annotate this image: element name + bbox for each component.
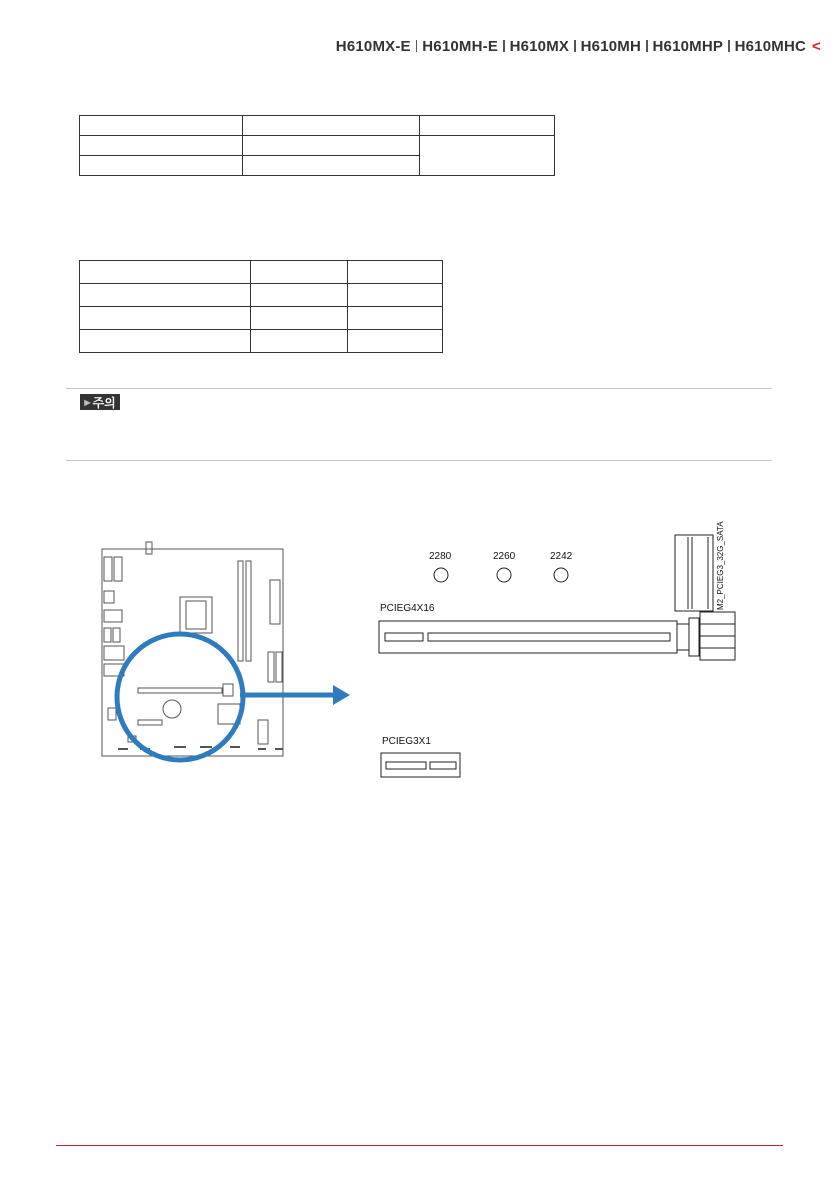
screw-hole-2280 xyxy=(434,568,448,582)
m2-socket xyxy=(675,535,713,611)
pcie-x16-key-short xyxy=(385,633,423,641)
model-name: H610MH xyxy=(580,38,642,55)
model-name: H610MX-E xyxy=(335,38,411,55)
model-name: H610MHP xyxy=(652,38,724,55)
pcie-x1-slot xyxy=(381,753,460,777)
model-name: H610MX xyxy=(509,38,570,55)
model-name: H610MH-E xyxy=(422,38,499,55)
pcie-x1-label: PCIEG3X1 xyxy=(382,736,431,747)
caution-label: 주의 xyxy=(92,395,116,410)
screw-hole-2260 xyxy=(497,568,511,582)
model-name: H610MHC xyxy=(734,38,807,55)
caution-triangle-icon: ▶ xyxy=(84,397,91,407)
slot-latch xyxy=(689,618,699,656)
screw-hole-2242 xyxy=(554,568,568,582)
screw-label-2280: 2280 xyxy=(429,551,452,562)
footer-rule xyxy=(56,1145,783,1146)
pcie-x1-key-long xyxy=(386,762,426,769)
m2-slot-label: M2_PCIEG3_32G_SATA xyxy=(716,521,725,610)
slot-latch xyxy=(677,624,689,650)
screw-label-2260: 2260 xyxy=(493,551,516,562)
header-arrow-icon: < xyxy=(812,38,821,55)
pcie-x16-slot xyxy=(379,621,677,653)
pcie-x1-key-short xyxy=(430,762,456,769)
pcie-x16-key-long xyxy=(428,633,670,641)
pcie-x16-label: PCIEG4X16 xyxy=(380,603,435,614)
screw-label-2242: 2242 xyxy=(550,551,573,562)
